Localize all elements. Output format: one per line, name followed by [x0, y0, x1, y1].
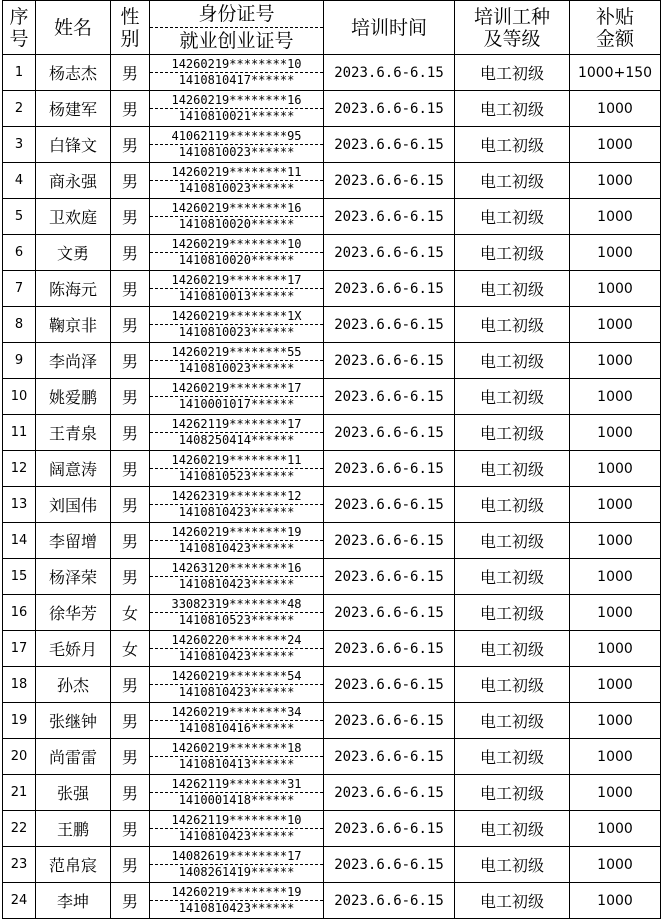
- row-seq: 2: [3, 91, 36, 127]
- header-name: 姓名: [36, 1, 111, 55]
- row-subsidy: 1000: [570, 775, 661, 811]
- header-trade-line-1: 培训工种: [473, 5, 550, 28]
- header-subsidy: [570, 1, 661, 55]
- header-gender: [111, 1, 150, 55]
- row-employment-cert: 1410810023******: [178, 181, 295, 195]
- table-row: [3, 487, 661, 523]
- row-id-cell: [150, 487, 324, 523]
- row-seq: 23: [3, 847, 36, 883]
- row-employment-cert: 1410810013******: [178, 289, 295, 303]
- row-employment-cert: 1410810423******: [178, 505, 295, 519]
- row-training-time: 2023.6.6-6.15: [324, 91, 455, 127]
- row-employment-cert: 1410810523******: [178, 613, 295, 627]
- row-gender: 男: [111, 487, 150, 523]
- table-row: [3, 379, 661, 415]
- row-name: 卫欢庭: [36, 199, 111, 235]
- row-id-cell: [150, 595, 324, 631]
- table-row: [3, 847, 661, 883]
- row-gender: 男: [111, 415, 150, 451]
- row-gender: 男: [111, 451, 150, 487]
- row-seq: 7: [3, 271, 36, 307]
- row-subsidy: 1000+150: [570, 55, 661, 91]
- row-employment-cert: 1410810020******: [178, 253, 295, 267]
- row-seq: 10: [3, 379, 36, 415]
- row-seq: 11: [3, 415, 36, 451]
- row-seq: 14: [3, 523, 36, 559]
- row-name: 陈海元: [36, 271, 111, 307]
- row-gender: 男: [111, 163, 150, 199]
- row-trade: 电工初级: [455, 703, 570, 739]
- row-id-number: 14260219********19: [150, 526, 323, 541]
- table-row: [3, 199, 661, 235]
- row-employment-cert: 1410810023******: [178, 325, 295, 339]
- row-gender: 男: [111, 127, 150, 163]
- table-row: [3, 91, 661, 127]
- row-id-number: 14260219********10: [150, 58, 323, 73]
- row-trade: 电工初级: [455, 667, 570, 703]
- row-subsidy: 1000: [570, 523, 661, 559]
- row-subsidy: 1000: [570, 307, 661, 343]
- row-id-cell: [150, 307, 324, 343]
- header-seq-line-1: 序: [9, 5, 29, 28]
- row-seq: 5: [3, 199, 36, 235]
- row-name: 李留增: [36, 523, 111, 559]
- row-id-cell: [150, 415, 324, 451]
- row-gender: 女: [111, 631, 150, 667]
- row-training-time: 2023.6.6-6.15: [324, 811, 455, 847]
- row-training-time: 2023.6.6-6.15: [324, 127, 455, 163]
- row-employment-cert: 1410810423******: [178, 649, 295, 663]
- row-subsidy: 1000: [570, 235, 661, 271]
- row-seq: 24: [3, 883, 36, 919]
- header-id: [150, 1, 324, 55]
- table-row: [3, 163, 661, 199]
- row-id-number: 33082319********48: [150, 598, 323, 613]
- row-id-cell: [150, 847, 324, 883]
- row-id-cell: [150, 739, 324, 775]
- row-name: 李坤: [36, 883, 111, 919]
- row-id-number: 14260219********16: [150, 94, 323, 109]
- row-id-number: 14260219********55: [150, 346, 323, 361]
- row-name: 姚爱鹏: [36, 379, 111, 415]
- row-subsidy: 1000: [570, 595, 661, 631]
- row-subsidy: 1000: [570, 667, 661, 703]
- row-id-number: 14260219********17: [150, 382, 323, 397]
- row-id-cell: [150, 127, 324, 163]
- row-name: 杨志杰: [36, 55, 111, 91]
- row-employment-cert: 1410810423******: [178, 901, 295, 915]
- header-id-number: 身份证号: [150, 2, 323, 28]
- row-employment-cert: 1408250414******: [178, 433, 295, 447]
- row-gender: 男: [111, 703, 150, 739]
- row-id-cell: [150, 811, 324, 847]
- row-subsidy: 1000: [570, 451, 661, 487]
- row-name: 尚雷雷: [36, 739, 111, 775]
- row-id-number: 41062119********95: [150, 130, 323, 145]
- row-name: 杨泽荣: [36, 559, 111, 595]
- row-employment-cert: 1410810413******: [178, 757, 295, 771]
- row-id-number: 14260219********11: [150, 166, 323, 181]
- row-training-time: 2023.6.6-6.15: [324, 415, 455, 451]
- row-id-number: 14260219********19: [150, 886, 323, 901]
- table-row: [3, 703, 661, 739]
- row-employment-cert: 1410001017******: [178, 397, 295, 411]
- row-trade: 电工初级: [455, 595, 570, 631]
- row-name: 文勇: [36, 235, 111, 271]
- row-name: 杨建军: [36, 91, 111, 127]
- row-id-number: 14260219********11: [150, 454, 323, 469]
- header-employment-cert: 就业创业证号: [179, 29, 294, 52]
- row-employment-cert: 1410810423******: [178, 685, 295, 699]
- header-subsidy-line-2: 金额: [595, 27, 634, 50]
- row-subsidy: 1000: [570, 127, 661, 163]
- row-name: 孙杰: [36, 667, 111, 703]
- row-subsidy: 1000: [570, 559, 661, 595]
- row-gender: 男: [111, 559, 150, 595]
- row-employment-cert: 1410810423******: [178, 541, 295, 555]
- row-employment-cert: 1410810417******: [178, 73, 295, 87]
- row-id-cell: [150, 775, 324, 811]
- row-name: 张强: [36, 775, 111, 811]
- row-training-time: 2023.6.6-6.15: [324, 55, 455, 91]
- row-id-cell: [150, 631, 324, 667]
- row-id-number: 14260219********54: [150, 670, 323, 685]
- row-gender: 男: [111, 775, 150, 811]
- row-trade: 电工初级: [455, 343, 570, 379]
- row-employment-cert: 1410810423******: [178, 829, 295, 843]
- row-employment-cert: 1410810023******: [178, 145, 295, 159]
- table-body: [3, 55, 661, 919]
- row-name: 刘国伟: [36, 487, 111, 523]
- row-gender: 男: [111, 847, 150, 883]
- row-trade: 电工初级: [455, 739, 570, 775]
- row-id-cell: [150, 55, 324, 91]
- table-row: [3, 451, 661, 487]
- row-subsidy: 1000: [570, 487, 661, 523]
- row-id-cell: [150, 163, 324, 199]
- table-row: [3, 415, 661, 451]
- row-id-number: 14262119********31: [150, 778, 323, 793]
- row-gender: 男: [111, 523, 150, 559]
- row-trade: 电工初级: [455, 415, 570, 451]
- row-seq: 4: [3, 163, 36, 199]
- row-training-time: 2023.6.6-6.15: [324, 775, 455, 811]
- row-gender: 男: [111, 91, 150, 127]
- row-training-time: 2023.6.6-6.15: [324, 523, 455, 559]
- row-id-number: 14260219********17: [150, 274, 323, 289]
- row-gender: 男: [111, 883, 150, 919]
- row-id-number: 14082619********17: [150, 850, 323, 865]
- row-id-cell: [150, 235, 324, 271]
- row-subsidy: 1000: [570, 379, 661, 415]
- header-seq-line-2: 号: [9, 27, 29, 50]
- table-row: [3, 559, 661, 595]
- row-subsidy: 1000: [570, 271, 661, 307]
- row-trade: 电工初级: [455, 235, 570, 271]
- row-training-time: 2023.6.6-6.15: [324, 631, 455, 667]
- row-id-cell: [150, 343, 324, 379]
- row-gender: 男: [111, 667, 150, 703]
- row-training-time: 2023.6.6-6.15: [324, 343, 455, 379]
- row-trade: 电工初级: [455, 451, 570, 487]
- row-training-time: 2023.6.6-6.15: [324, 559, 455, 595]
- row-trade: 电工初级: [455, 163, 570, 199]
- row-id-number: 14262119********17: [150, 418, 323, 433]
- row-training-time: 2023.6.6-6.15: [324, 703, 455, 739]
- row-trade: 电工初级: [455, 55, 570, 91]
- row-id-cell: [150, 91, 324, 127]
- row-name: 王青泉: [36, 415, 111, 451]
- row-name: 鞠京非: [36, 307, 111, 343]
- header-seq: [3, 1, 36, 55]
- row-id-cell: [150, 883, 324, 919]
- row-gender: 女: [111, 595, 150, 631]
- row-employment-cert: 1410001418******: [178, 793, 295, 807]
- row-training-time: 2023.6.6-6.15: [324, 199, 455, 235]
- row-name: 李尚泽: [36, 343, 111, 379]
- row-training-time: 2023.6.6-6.15: [324, 487, 455, 523]
- row-id-number: 14260220********24: [150, 634, 323, 649]
- row-id-number: 14260219********16: [150, 202, 323, 217]
- row-seq: 17: [3, 631, 36, 667]
- row-trade: 电工初级: [455, 307, 570, 343]
- row-training-time: 2023.6.6-6.15: [324, 307, 455, 343]
- table-row: [3, 739, 661, 775]
- row-trade: 电工初级: [455, 811, 570, 847]
- row-name: 张继钟: [36, 703, 111, 739]
- row-subsidy: 1000: [570, 199, 661, 235]
- row-trade: 电工初级: [455, 775, 570, 811]
- row-subsidy: 1000: [570, 703, 661, 739]
- header-row: [3, 1, 661, 55]
- table-row: [3, 271, 661, 307]
- table-row: [3, 307, 661, 343]
- subsidy-roster-table: [2, 0, 661, 919]
- row-seq: 18: [3, 667, 36, 703]
- row-trade: 电工初级: [455, 127, 570, 163]
- row-training-time: 2023.6.6-6.15: [324, 451, 455, 487]
- row-gender: 男: [111, 379, 150, 415]
- row-employment-cert: 1410810523******: [178, 469, 295, 483]
- row-name: 白锋文: [36, 127, 111, 163]
- header-gender-line-2: 别: [120, 27, 140, 50]
- row-seq: 21: [3, 775, 36, 811]
- row-id-number: 14260219********10: [150, 238, 323, 253]
- row-employment-cert: 1410810423******: [178, 577, 295, 591]
- row-trade: 电工初级: [455, 379, 570, 415]
- row-name: 阔意涛: [36, 451, 111, 487]
- row-seq: 1: [3, 55, 36, 91]
- row-training-time: 2023.6.6-6.15: [324, 163, 455, 199]
- row-id-number: 14262319********12: [150, 490, 323, 505]
- row-id-cell: [150, 523, 324, 559]
- row-trade: 电工初级: [455, 883, 570, 919]
- row-trade: 电工初级: [455, 271, 570, 307]
- row-seq: 9: [3, 343, 36, 379]
- row-employment-cert: 1410810021******: [178, 109, 295, 123]
- row-subsidy: 1000: [570, 811, 661, 847]
- row-seq: 19: [3, 703, 36, 739]
- table-row: [3, 523, 661, 559]
- row-subsidy: 1000: [570, 415, 661, 451]
- row-subsidy: 1000: [570, 631, 661, 667]
- row-id-cell: [150, 199, 324, 235]
- header-trade-line-2: 及等级: [483, 27, 541, 50]
- table-row: [3, 775, 661, 811]
- row-seq: 15: [3, 559, 36, 595]
- row-gender: 男: [111, 343, 150, 379]
- row-gender: 男: [111, 307, 150, 343]
- table-row: [3, 235, 661, 271]
- row-gender: 男: [111, 55, 150, 91]
- row-name: 商永强: [36, 163, 111, 199]
- row-gender: 男: [111, 199, 150, 235]
- table-row: [3, 595, 661, 631]
- row-seq: 16: [3, 595, 36, 631]
- row-subsidy: 1000: [570, 739, 661, 775]
- row-training-time: 2023.6.6-6.15: [324, 883, 455, 919]
- row-id-number: 14260219********18: [150, 742, 323, 757]
- row-employment-cert: 1410810023******: [178, 361, 295, 375]
- row-training-time: 2023.6.6-6.15: [324, 739, 455, 775]
- row-gender: 男: [111, 271, 150, 307]
- row-name: 范帛宸: [36, 847, 111, 883]
- row-name: 徐华芳: [36, 595, 111, 631]
- row-subsidy: 1000: [570, 883, 661, 919]
- row-training-time: 2023.6.6-6.15: [324, 667, 455, 703]
- row-trade: 电工初级: [455, 523, 570, 559]
- table-row: [3, 883, 661, 919]
- row-id-number: 14262119********10: [150, 814, 323, 829]
- row-trade: 电工初级: [455, 199, 570, 235]
- row-trade: 电工初级: [455, 487, 570, 523]
- row-trade: 电工初级: [455, 847, 570, 883]
- row-employment-cert: 1410810020******: [178, 217, 295, 231]
- row-training-time: 2023.6.6-6.15: [324, 595, 455, 631]
- table-row: [3, 127, 661, 163]
- row-name: 王鹏: [36, 811, 111, 847]
- row-seq: 3: [3, 127, 36, 163]
- row-seq: 6: [3, 235, 36, 271]
- row-gender: 男: [111, 739, 150, 775]
- row-id-cell: [150, 379, 324, 415]
- row-subsidy: 1000: [570, 343, 661, 379]
- row-seq: 20: [3, 739, 36, 775]
- row-training-time: 2023.6.6-6.15: [324, 271, 455, 307]
- row-seq: 8: [3, 307, 36, 343]
- row-employment-cert: 1410810416******: [178, 721, 295, 735]
- row-id-cell: [150, 451, 324, 487]
- header-training-time: 培训时间: [324, 1, 455, 55]
- row-id-cell: [150, 559, 324, 595]
- row-seq: 22: [3, 811, 36, 847]
- row-training-time: 2023.6.6-6.15: [324, 379, 455, 415]
- row-seq: 12: [3, 451, 36, 487]
- row-id-number: 14260219********34: [150, 706, 323, 721]
- row-training-time: 2023.6.6-6.15: [324, 847, 455, 883]
- table-row: [3, 667, 661, 703]
- table-row: [3, 343, 661, 379]
- header-subsidy-line-1: 补贴: [595, 5, 634, 28]
- row-id-number: 14263120********16: [150, 562, 323, 577]
- header-gender-line-1: 性: [120, 5, 140, 28]
- row-id-cell: [150, 703, 324, 739]
- row-employment-cert: 1408261419******: [178, 865, 295, 879]
- row-id-cell: [150, 271, 324, 307]
- row-seq: 13: [3, 487, 36, 523]
- table-row: [3, 811, 661, 847]
- row-id-cell: [150, 667, 324, 703]
- row-trade: 电工初级: [455, 631, 570, 667]
- row-subsidy: 1000: [570, 847, 661, 883]
- row-subsidy: 1000: [570, 163, 661, 199]
- row-trade: 电工初级: [455, 559, 570, 595]
- row-trade: 电工初级: [455, 91, 570, 127]
- row-training-time: 2023.6.6-6.15: [324, 235, 455, 271]
- row-gender: 男: [111, 235, 150, 271]
- header-trade: [455, 1, 570, 55]
- table-row: [3, 631, 661, 667]
- row-gender: 男: [111, 811, 150, 847]
- table-row: [3, 55, 661, 91]
- row-id-number: 14260219********1X: [150, 310, 323, 325]
- row-name: 毛娇月: [36, 631, 111, 667]
- row-subsidy: 1000: [570, 91, 661, 127]
